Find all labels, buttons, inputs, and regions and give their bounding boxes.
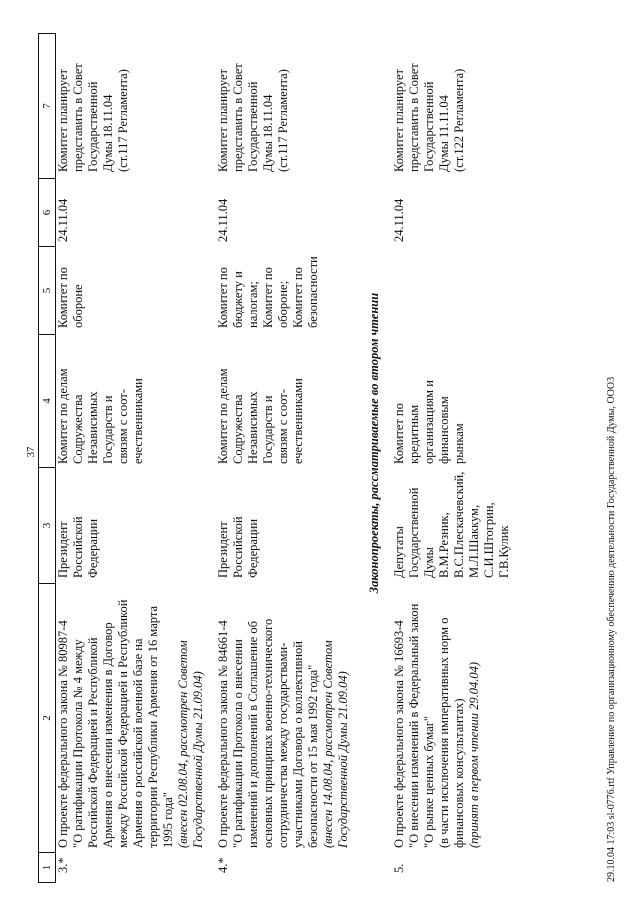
lead-committee-line: Содружества	[71, 394, 85, 464]
row-number-cell	[216, 853, 231, 883]
bill-row	[216, 35, 351, 883]
co-committee-line: Комитет по	[56, 267, 70, 328]
date-cell	[392, 179, 407, 247]
page-number: 37	[25, 446, 37, 458]
bill-title-line: между Российской Федерацией и Республикой	[116, 599, 130, 848]
date-cell	[216, 179, 231, 247]
lead-committee-line: ечественниками	[131, 378, 145, 464]
bill-note-line: (внесен 14.08.04, рассмотрен Советом	[321, 640, 335, 848]
row-number: 5.	[392, 863, 406, 873]
committee-plan-line: представить в Совет	[231, 63, 245, 172]
initiator-line: Думы	[422, 547, 436, 578]
committee-plan-line: (ст.117 Регламента)	[276, 69, 290, 172]
column-number-7: 7	[41, 103, 53, 109]
bill-title-line: О проекте федерального закона № 84661-4	[216, 620, 230, 848]
initiator-line: В.С.Плескачевский,	[452, 471, 466, 578]
initiator-line: Российской	[231, 516, 245, 578]
initiator-line: Президент	[56, 521, 70, 578]
column-number-5: 5	[39, 246, 55, 334]
initiator-line: Государственной	[407, 487, 421, 578]
initiator-line: Федерации	[86, 518, 100, 578]
bill-title-line: "О рынке ценных бумаг"	[422, 716, 436, 848]
co-committee-line: безопасности	[306, 256, 320, 328]
co-committee-line: налогам;	[246, 281, 260, 328]
column-number-3: 3	[39, 467, 55, 583]
bill-note-line: (внесен 02.08.04, рассмотрен Советом	[176, 640, 190, 848]
lead-committee-cell	[56, 335, 146, 468]
lead-committee-line: ечественниками	[291, 378, 305, 464]
co-committee-line: Комитет по	[291, 267, 305, 328]
lead-committee-line: организациям и	[422, 380, 436, 464]
bill-cell	[392, 584, 482, 853]
row-number: 4.*	[216, 857, 230, 873]
bill-title-line: безопасности от 15 мая 1992 года"	[306, 664, 320, 848]
bill-note-line: Государственной Думы 21.09.04)	[336, 671, 350, 848]
initiator-line: Президент	[216, 521, 230, 578]
bill-row	[56, 35, 206, 883]
column-number-6: 6	[39, 178, 55, 246]
lead-committee-line: Независимых	[86, 391, 100, 464]
bill-title-line: территории Республики Армения от 16 марта	[146, 605, 160, 848]
row-number: 3.*	[56, 857, 70, 873]
lead-committee-cell	[392, 335, 467, 468]
column-number-4: 4	[39, 334, 55, 467]
document-footer: 29.10.04 17:03 sl-0776.rtf Управление по организационному обеспечению деятельности Государственной Думы, ООО3	[606, 376, 617, 882]
lead-committee-line: рынкам	[452, 423, 466, 464]
bill-title-line: О проекте федерального закона № 16693-4	[392, 620, 406, 848]
committee-plan-line: Думы 11.11.04	[437, 95, 451, 172]
committee-plan-line: Комитет планирует	[392, 69, 406, 172]
plan-cell	[392, 35, 467, 179]
committee-plan-line: Думы 18.11.04	[101, 94, 115, 172]
committee-plan-line: (ст.117 Регламента)	[116, 69, 130, 172]
initiator-cell	[392, 468, 512, 584]
column-number-2: 2	[39, 583, 55, 852]
bill-title-line: "О ратификации Протокола о внесении	[231, 639, 245, 848]
committee-plan-line: (ст.122 Регламента)	[452, 68, 466, 172]
bill-title-line: изменений и дополнений в Соглашение об	[246, 621, 260, 848]
bill-cell	[216, 584, 351, 853]
lead-committee-line: кредитным	[407, 404, 421, 464]
bill-title-line: "О внесении изменений в Федеральный закон	[407, 603, 421, 848]
initiator-line: Федерации	[246, 518, 260, 578]
section-heading: Законопроекты, рассматриваемые во втором чтении	[367, 292, 381, 594]
date-cell	[56, 179, 71, 247]
co-committee-line: бюджету и	[231, 271, 245, 328]
bill-title-line: основных принципах военно-технического	[261, 618, 275, 848]
plan-cell	[216, 35, 291, 179]
lead-committee-line: Комитет по делам	[56, 368, 70, 464]
bill-title-line: 1995 года"	[161, 792, 175, 848]
consideration-date: 24.11.04	[56, 198, 70, 242]
lead-committee-line: Комитет по делам	[216, 368, 230, 464]
column-number-1: 1	[39, 852, 55, 882]
co-committee-cell	[56, 247, 86, 335]
bill-title-line: Армения о внесении изменения в Договор	[101, 622, 115, 848]
initiator-cell	[56, 468, 101, 584]
committee-plan-line: Государственной	[86, 81, 100, 172]
initiator-line: В.М.Резник,	[437, 512, 451, 578]
initiator-line: Российской	[71, 516, 85, 578]
initiator-line: Депутаты	[392, 526, 406, 578]
lead-committee-line: связям с соот-	[276, 389, 290, 464]
consideration-date: 24.11.04	[392, 198, 406, 242]
bill-title-line: финансовых консультантах)	[452, 698, 466, 848]
consideration-date: 24.11.04	[216, 198, 230, 242]
row-number-cell	[56, 853, 71, 883]
co-committee-line: обороне;	[276, 280, 290, 328]
lead-committee-line: Государств и	[101, 395, 115, 464]
bill-title-line: Российской Федерацией и Республикой	[86, 637, 100, 848]
committee-plan-line: Комитет планирует	[216, 69, 230, 172]
lead-committee-line: Содружества	[231, 394, 245, 464]
initiator-line: Г.В.Кулик	[497, 525, 511, 578]
initiator-line: М.Л.Шаккум,	[467, 504, 481, 578]
initiator-line: С.И.Штогрин,	[482, 502, 496, 578]
committee-plan-line: Думы 18.11.04	[261, 94, 275, 172]
committee-plan-line: представить в Совет	[407, 63, 421, 172]
lead-committee-line: связям с соот-	[116, 389, 130, 464]
bill-title-line: Армения о российской военной базе на	[131, 638, 145, 848]
bill-cell	[56, 584, 206, 853]
committee-plan-line: Государственной	[422, 81, 436, 172]
committee-plan-line: Комитет планирует	[56, 69, 70, 172]
lead-committee-line: Государств и	[261, 395, 275, 464]
bill-title-line: "О ратификации Протокола № 4 между	[71, 639, 85, 848]
column-number-header	[38, 33, 56, 883]
bill-title-line: О проекте федерального закона № 80987-4	[56, 620, 70, 848]
lead-committee-cell	[216, 335, 306, 468]
initiator-cell	[216, 468, 261, 584]
bill-title-line: сотрудничества между государствами-	[276, 642, 290, 848]
lead-committee-line: финансовым	[437, 396, 451, 464]
co-committee-cell	[216, 247, 321, 335]
bill-note-line: Государственной Думы 21.09.04)	[191, 671, 205, 848]
co-committee-line: Комитет по	[261, 267, 275, 328]
lead-committee-line: Комитет по	[392, 403, 406, 464]
bill-row	[392, 35, 512, 883]
committee-plan-line: представить в Совет	[71, 63, 85, 172]
lead-committee-line: Независимых	[246, 391, 260, 464]
co-committee-line: Комитет по	[216, 267, 230, 328]
bill-note-line: (принят в первом чтении 29.04.04)	[467, 661, 481, 848]
plan-cell	[56, 35, 131, 179]
co-committee-line: обороне	[71, 284, 85, 328]
row-number-cell	[392, 853, 407, 883]
bill-title-line: участниками Договора о коллективной	[291, 641, 305, 848]
bill-title-line: (в части исключения императивных норм о	[437, 617, 451, 848]
committee-plan-line: Государственной	[246, 81, 260, 172]
